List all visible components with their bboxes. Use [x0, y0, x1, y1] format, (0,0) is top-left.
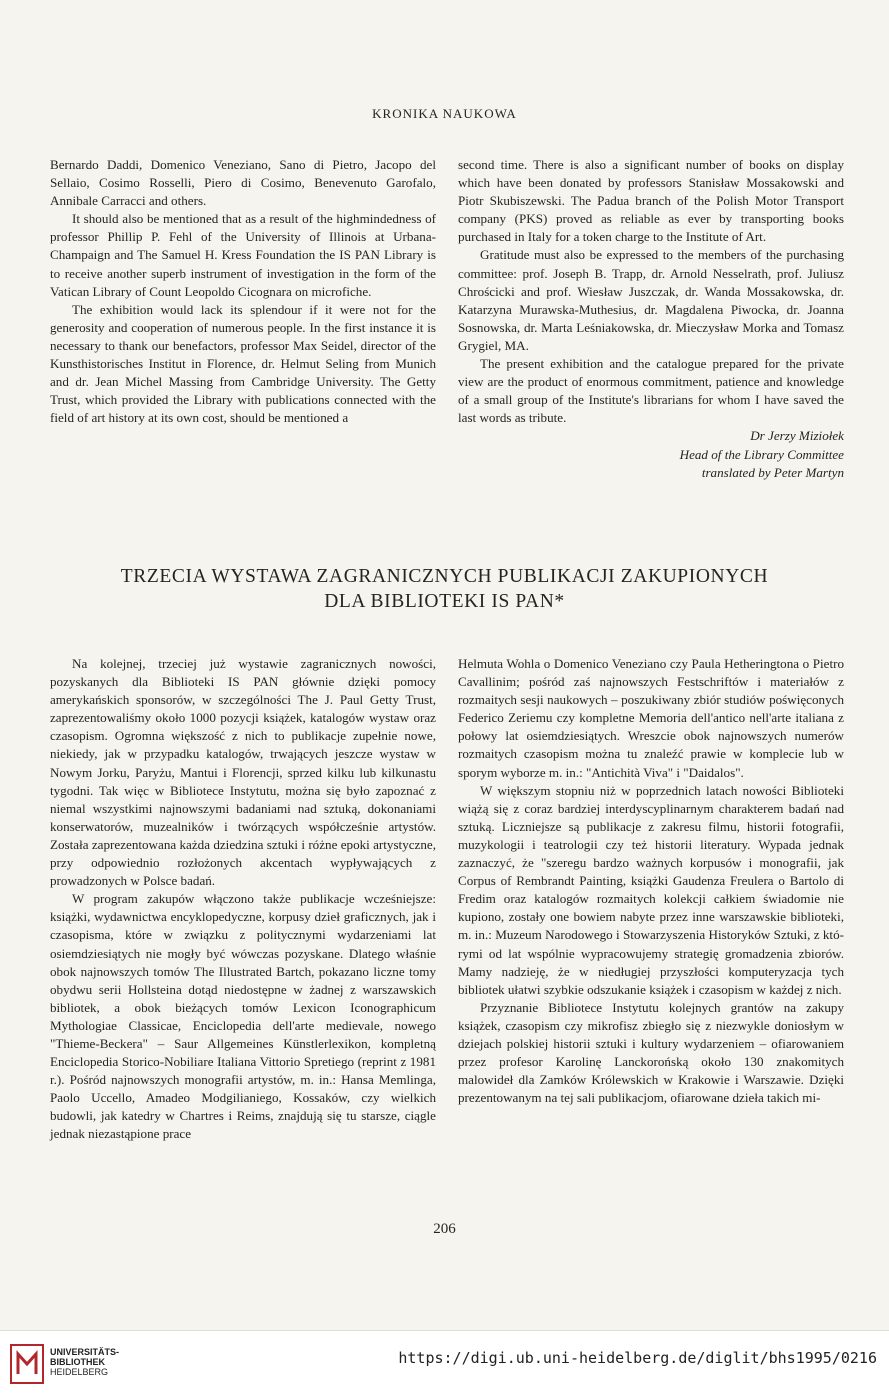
paragraph: The present exhibition and the catalogue prepared for the private view are the product of enormous commitment, patience and knowledge of a small group of the Institute's librarians for whom I have saved the last words as tribute.	[458, 356, 844, 426]
paragraph: second time. There is also a significant number of books on display which have been donated by professors Stanisław Mossakowski and Piotr Skubiszewski. The Padua branch of the Polish Motor Transport company (PKS) proved as reliable as ever by transporting books purchased in Italy for a token charge to the Institute of Art.	[458, 157, 844, 245]
lower-right-column	[458, 655, 844, 1107]
page-number: 206	[433, 1221, 456, 1237]
paragraph: Helmuta Wohla o Domenico Veneziano czy Paula Hetheringtona o Pietro Cavallinim; pośród zaś najnowszych Festschriftów i materiałów z rozmaitych sesji naukowych – poszukiwany zbiór studiów poświęconych Federico Zeriemu czy kompletne Memoria dell'antico nell'arte italiana z połowy lat osiemdziesiątych. Wreszcie obok najnowszych numerów rozmaitych czasopism można tu znaleźć prawie w komplecie lub w sporym wyborze m. in.: "Antichità Viva" i "Daidalos".	[458, 656, 844, 780]
paragraph: Na kolejnej, trzeciej już wystawie zagranicznych nowości, pozyskanych dla Biblioteki IS PAN głównie dzięki pomocy amerykańskich sponsorów, w szczególności The J. Paul Getty Trust, zaprezentowaliśmy około 1000 pozycji książek, katalogów wystaw oraz czasopism. Ogromna większość z nich to publikacje zupełnie nowe, niekiedy, jak w przypadku katalogów, trwających jeszcze wystaw w Nowym Jorku, Paryżu, Mantui i Florencji, sprzed kilku lub kilkunastu tygodni. Tak więc w Bibliotece Instytutu, można się było zapoznać z niemal wszystkimi najnowszymi badaniami nad sztuką, dokonaniami konserwatorów, muzealników i twórzących współcześnie artystów. Została zaprezentowana każda dziedzina sztuki i różne epoki artystyczne, przy odpowiednio rozłożonych akcentach wypływających z prowadzonych w Polsce badań.	[50, 656, 436, 889]
paragraph: W większym stopniu niż w poprzednich latach nowości Biblioteki wiążą się z coraz bardziej interdyscyplinarnym charakterem badań nad sztuką. Liczniejsze są publikacje z zakresu filmu, historii fotografii, muzykologii i teatrologii czy też historii literatury. Wypada jednak zaznaczyć, że "szeregu bardzo ważnych korpusów i monografii, jak Corpus of Rembrandt Painting, książki Gaudenza Freulera o Bartolo di Fredim oraz katalogów rozmaitych kolekcji całkiem świadomie nie kupiono, zostały one bowiem nabyte przez inne warszawskie biblioteki, m. in.: Muzeum Narodowego i Stowarzyszenia Historyków Sztuki, z którymi od lat wspólnie wypracowujemy strategię gromadzenia zbiorów. Mamy nadzieję, że w niedługiej przyszłości komputeryzacja tych bibliotek ułatwi szybkie odszukanie książek i czasopism w każdej z nich.	[458, 782, 844, 997]
paragraph: It should also be mentioned that as a result of the highmindedness of professor Phillip P. Fehl of the University of Illinois at Urbana-Champaign and The Samuel H. Kress Foundation the IS PAN Library is to receive another superb instrument of investigation in the form of the Vatican Library of Count Leopoldo Cicognara on microfiche.	[50, 211, 436, 299]
library-name-line-1: UNIVERSITÄTS-	[50, 1347, 120, 1357]
running-head: KRONIKA NAUKOWA	[372, 106, 517, 121]
paragraph: Bernardo Daddi, Domenico Veneziano, Sano di Pietro, Jacopo del Sellaio, Cosimo Rosselli, Piero di Cosimo, Benevenuto Garofalo, Annibale Carracci and others.	[50, 157, 436, 209]
paragraph: The exhibition would lack its splendour if it were not for the generosity and cooperation of numerous people. In the first instance it is necessary to thank our benefactors, professor Max Seidel, director of the Kunsthistorisches Institut in Florence, dr. Helmut Seling from Munich and dr. Jean Michel Massing from Cambridge University. The Getty Trust, which provided the Library with publications connected with the field of art history at its own cost, should be mentioned a	[50, 301, 436, 426]
upper-right-column	[458, 156, 844, 482]
library-name-line-2: BIBLIOTHEK	[50, 1357, 105, 1367]
upper-right-paragraphs	[458, 156, 844, 427]
signature-translator: translated by Peter Martyn	[701, 464, 844, 480]
lower-left-column	[50, 655, 436, 1144]
article-title-line-2: DLA BIBLIOTEKI IS PAN*	[324, 591, 565, 612]
paragraph: W program zakupów włączono także publikacje wcześniejsze: książki, wydawnictwa encyklopedyczne, korpusy dzieł graficznych, jak i czasopisma, które w związku z politycznymi wydarzeniami lat osiemdziesiątych nie mogły być wówczas pozyskane. Dlatego właśnie obok najnowszych tomów The Illustrated Bartch, pokazano liczne tomy obydwu serii Hollsteina dotąd niedostępne w żadnej z warszawskich bibliotek, a obok bieżących tomów Lexicon Iconographicum Mythologiae Classicae, Enciclopedia dell'arte medievale, nowego "Thieme-Beckera" – Saur Allgemeines Künstlerlexikon, kompletną Enciclopedia Storico-Nobiliare Italiana Vittorio Spretiego (reprint z 1981 r.). Pośród najnowszych monografii artystów, m. in.: Hansa Memlinga, Paolo Uccello, Amadeo Modgilianiego, Kossaków, czy wielkich budowli, jak katedry w Chartres i Reims, znajdują się tu starsze, ciągle jednak niezastąpione prace	[50, 891, 436, 1142]
article-title-line-1: TRZECIA WYSTAWA ZAGRANICZNYCH PUBLIKACJI ZAKUPIONYCH	[120, 566, 769, 587]
article-title	[40, 564, 849, 614]
source-url-link[interactable]: https://digi.ub.uni-heidelberg.de/diglit/bhs1995/0216	[398, 1349, 877, 1367]
upper-left-column	[50, 156, 436, 427]
signature-author: Dr Jerzy Miziołek	[750, 428, 844, 444]
library-name	[50, 1347, 119, 1377]
library-name-line-3: HEIDELBERG	[50, 1367, 109, 1377]
viewer-footer	[0, 1330, 889, 1398]
university-library-logo-icon	[10, 1344, 44, 1384]
paragraph: Gratitude must also be expressed to the members of the purchasing committee: prof. Joseph B. Trapp, dr. Arnold Nesselrath, prof. Juliusz Chrościcki and prof. Wiesław Juszczak, dr. Wanda Mossakowska, dr. Katarzyna Murawska-Muthesius, dr. Magdalena Piwocka, dr. Joanna Sosnowska, dr. Marta Leśniakowska, dr. Mieczysław Morka and Tomasz Grygiel, MA.	[458, 247, 844, 353]
paragraph: Przyznanie Bibliotece Instytutu kolejnych grantów na zakupy książek, czasopism czy mikrofisz zbiegło się z niezwykle doniosłym w dziejach polskiej historii sztuki i kultury wydarzeniem – ofiarowaniem przez profesor Karolinę Lanckorońską około 130 znakomitych malowideł dla Zamków Królewskich w Krakowie i Warszawie. Dzięki prezentowanym na tej sali publikacjom, ofiarowane dzieła takich mi-	[458, 999, 844, 1106]
signature-role: Head of the Library Committee	[679, 446, 844, 462]
